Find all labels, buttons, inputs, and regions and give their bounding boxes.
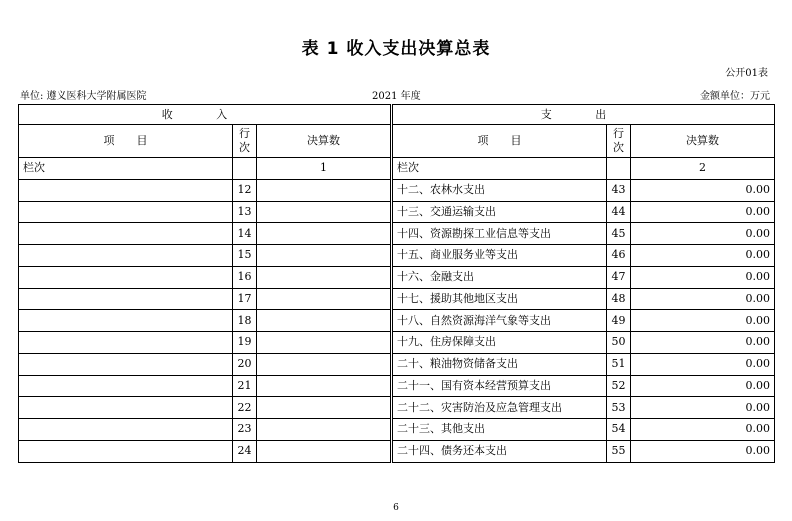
income-amount-cell — [257, 288, 391, 310]
expense-section-label: 支 出 — [393, 105, 775, 125]
table-row — [19, 375, 775, 397]
expense-amount-cell: 0.00 — [631, 332, 775, 354]
income-amount-cell — [257, 419, 391, 441]
expense-item-header: 项 目 — [393, 125, 607, 158]
expense-item-cell: 二十四、债务还本支出 — [393, 440, 607, 462]
income-item-cell — [19, 440, 233, 462]
income-row-no-header — [233, 125, 257, 158]
expense-item-cell: 十八、自然资源海洋气象等支出 — [393, 310, 607, 332]
income-item-cell — [19, 288, 233, 310]
expense-amount-cell: 0.00 — [631, 245, 775, 267]
expense-amount-cell: 0.00 — [631, 375, 775, 397]
income-column-number: 1 — [257, 158, 391, 180]
income-row-no-cell: 17 — [233, 288, 257, 310]
reporting-unit: 单位: 遵义医科大学附属医院 — [20, 91, 147, 102]
column-header-row — [19, 125, 775, 158]
table-row — [19, 245, 775, 267]
income-amount-cell — [257, 223, 391, 245]
expense-item-cell: 十七、援助其他地区支出 — [393, 288, 607, 310]
income-row-no-cell: 14 — [233, 223, 257, 245]
expense-row-no-cell: 49 — [607, 310, 631, 332]
expense-amount-cell: 0.00 — [631, 266, 775, 288]
expense-amount-cell: 0.00 — [631, 310, 775, 332]
row-no-header-top: 行 — [613, 127, 624, 140]
income-item-cell — [19, 245, 233, 267]
income-item-cell — [19, 266, 233, 288]
income-row-no-cell: 16 — [233, 266, 257, 288]
income-item-cell — [19, 353, 233, 375]
expense-amount-header: 决算数 — [631, 125, 775, 158]
income-item-cell — [19, 201, 233, 223]
expense-item-cell: 十二、农林水支出 — [393, 179, 607, 201]
income-item-cell — [19, 332, 233, 354]
expense-item-cell: 二十一、国有资本经营预算支出 — [393, 375, 607, 397]
expense-row-no-cell: 52 — [607, 375, 631, 397]
money-unit: 金额单位：万元 — [700, 91, 770, 102]
table-row — [19, 440, 775, 462]
income-amount-header: 决算数 — [257, 125, 391, 158]
row-no-header-top: 行 — [239, 127, 250, 140]
table-row — [19, 223, 775, 245]
expense-item-cell: 二十二、灾害防治及应急管理支出 — [393, 397, 607, 419]
income-amount-cell — [257, 332, 391, 354]
row-no-header-bottom: 次 — [239, 141, 250, 154]
income-row-no-cell: 13 — [233, 201, 257, 223]
income-amount-cell — [257, 397, 391, 419]
expense-amount-cell: 0.00 — [631, 288, 775, 310]
section-header-row — [19, 105, 775, 125]
form-number: 公开01表 — [725, 68, 768, 79]
income-item-cell — [19, 397, 233, 419]
expense-item-cell: 十九、住房保障支出 — [393, 332, 607, 354]
table-row — [19, 266, 775, 288]
expense-row-no-cell: 51 — [607, 353, 631, 375]
expense-row-no-cell: 44 — [607, 201, 631, 223]
expense-column-label: 栏次 — [393, 158, 607, 180]
expense-amount-cell: 0.00 — [631, 179, 775, 201]
expense-item-cell: 十六、金融支出 — [393, 266, 607, 288]
income-item-cell — [19, 223, 233, 245]
expense-amount-cell: 0.00 — [631, 440, 775, 462]
expense-row-no-cell: 54 — [607, 419, 631, 441]
expense-row-no-cell: 50 — [607, 332, 631, 354]
income-item-cell — [19, 375, 233, 397]
table-row — [19, 179, 775, 201]
fiscal-year: 2021 年度 — [372, 91, 421, 102]
table-row — [19, 310, 775, 332]
table-row — [19, 419, 775, 441]
expense-row-no-cell: 46 — [607, 245, 631, 267]
expense-amount-cell: 0.00 — [631, 419, 775, 441]
expense-row-no-cell: 45 — [607, 223, 631, 245]
income-row-no-cell: 12 — [233, 179, 257, 201]
expense-row-no-cell: 53 — [607, 397, 631, 419]
page-number: 6 — [393, 503, 399, 513]
income-column-label: 栏次 — [19, 158, 233, 180]
table-row — [19, 332, 775, 354]
income-row-no-cell: 15 — [233, 245, 257, 267]
income-item-cell — [19, 419, 233, 441]
expense-row-no-cell: 48 — [607, 288, 631, 310]
expense-row-no-cell: 43 — [607, 179, 631, 201]
expense-item-cell: 二十三、其他支出 — [393, 419, 607, 441]
table-row — [19, 397, 775, 419]
expense-item-cell: 二十、粮油物资储备支出 — [393, 353, 607, 375]
income-amount-cell — [257, 310, 391, 332]
income-amount-cell — [257, 245, 391, 267]
income-item-header: 项 目 — [19, 125, 233, 158]
row-no-header-bottom: 次 — [613, 141, 624, 154]
expense-item-cell: 十三、交通运输支出 — [393, 201, 607, 223]
income-row-no-cell: 19 — [233, 332, 257, 354]
income-amount-cell — [257, 266, 391, 288]
income-amount-cell — [257, 201, 391, 223]
expense-column-number: 2 — [631, 158, 775, 180]
column-number-row — [19, 158, 775, 180]
income-section-label: 收 入 — [19, 105, 391, 125]
expense-row-no-header — [607, 125, 631, 158]
income-amount-cell — [257, 353, 391, 375]
table-row — [19, 353, 775, 375]
expense-amount-cell: 0.00 — [631, 201, 775, 223]
page-title: 表 1 收入支出决算总表 — [301, 39, 491, 59]
income-row-no-cell: 24 — [233, 440, 257, 462]
expense-row-no-cell: 47 — [607, 266, 631, 288]
expense-row-no-cell: 55 — [607, 440, 631, 462]
expense-item-cell: 十五、商业服务业等支出 — [393, 245, 607, 267]
income-row-no-cell: 18 — [233, 310, 257, 332]
expense-amount-cell: 0.00 — [631, 353, 775, 375]
income-row-no-cell: 20 — [233, 353, 257, 375]
income-row-no-cell: 21 — [233, 375, 257, 397]
income-item-cell — [19, 179, 233, 201]
income-expense-table — [18, 104, 775, 463]
income-row-no-cell: 22 — [233, 397, 257, 419]
income-amount-cell — [257, 440, 391, 462]
income-amount-cell — [257, 375, 391, 397]
income-item-cell — [19, 310, 233, 332]
expense-item-cell: 十四、资源勘探工业信息等支出 — [393, 223, 607, 245]
income-row-no-cell: 23 — [233, 419, 257, 441]
table-row — [19, 201, 775, 223]
table-row — [19, 288, 775, 310]
expense-amount-cell: 0.00 — [631, 397, 775, 419]
income-amount-cell — [257, 179, 391, 201]
expense-amount-cell: 0.00 — [631, 223, 775, 245]
